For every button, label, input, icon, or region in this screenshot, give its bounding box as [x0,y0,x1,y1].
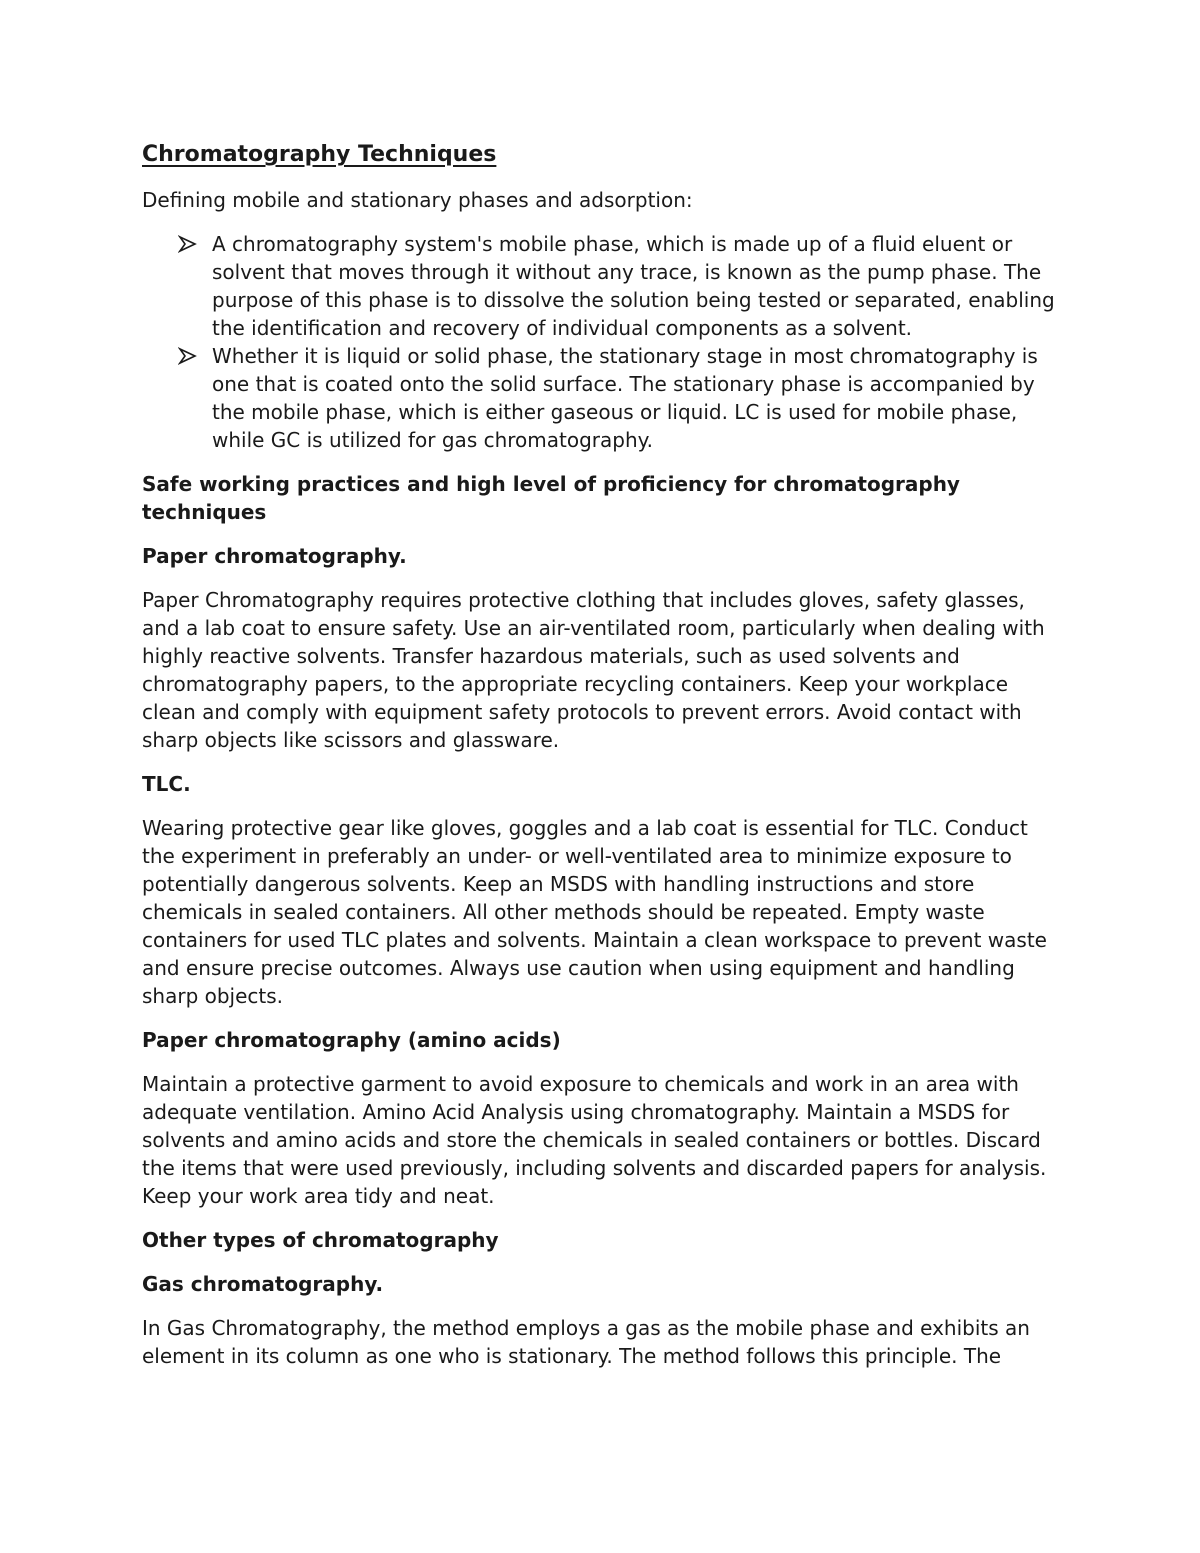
tlc-paragraph: Wearing protective gear like gloves, goggles and a lab coat is essential for TLC. Conduct the experiment in preferably an under- or well-ventilated area to minimize exposure to potentially dangerous solvents. Keep an MSDS with handling instructions and store chemicals in sealed containers. All other methods should be repeated. Empty waste containers for used TLC plates and solvents. Maintain a clean workspace to prevent waste and ensure precise outcomes. Always use caution when using equipment and handling sharp objects. [142,816,1047,1008]
gas-chromatography-paragraph: In Gas Chromatography, the method employs a gas as the mobile phase and exhibits an element in its column as one who is stationary. The method follows this principle. The [142,1316,1030,1368]
bullet-text: Whether it is liquid or solid phase, the stationary stage in most chromatography is one that is coated onto the solid surface. The stationary phase is accompanied by the mobile phase, which is either gaseous or liquid. LC is used for mobile phase, while GC is utilized for gas chromatography. [212,344,1038,452]
arrowhead-bullet-icon [178,230,198,258]
phase-bullet-list [142,230,1062,454]
arrowhead-bullet-icon [178,342,198,370]
document-page [142,140,1062,1386]
safe-practices-heading: Safe working practices and high level of proficiency for chromatography techniques [142,472,960,524]
bullet-text: A chromatography system's mobile phase, which is made up of a fluid eluent or solvent that moves through it without any trace, is known as the pump phase. The purpose of this phase is to dissolve the solution being tested or separated, enabling the identification and recovery of individual components as a solvent. [212,232,1055,340]
gas-chromatography-heading: Gas chromatography. [142,1272,384,1296]
document-title: Chromatography Techniques [142,142,497,167]
paper-chromatography-paragraph: Paper Chromatography requires protective clothing that includes gloves, safety glasses, and a lab coat to ensure safety. Use an air-ventilated room, particularly when dealing with highly reactive solvents. Transfer hazardous materials, such as used solvents and chromatography papers, to the appropriate recycling containers. Keep your workplace clean and comply with equipment safety protocols to prevent errors. Avoid contact with sharp objects like scissors and glassware. [142,588,1045,752]
intro-paragraph: Defining mobile and stationary phases and adsorption: [142,188,693,212]
tlc-heading: TLC. [142,772,191,796]
list-item [142,342,1062,454]
amino-acids-paragraph: Maintain a protective garment to avoid exposure to chemicals and work in an area with adequate ventilation. Amino Acid Analysis using chromatography. Maintain a MSDS for solvents and amino acids and store the chemicals in sealed containers or bottles. Discard the items that were used previously, including solvents and discarded papers for analysis. Keep your work area tidy and neat. [142,1072,1047,1208]
list-item [142,230,1062,342]
paper-chromatography-heading: Paper chromatography. [142,544,407,568]
other-types-heading: Other types of chromatography [142,1228,499,1252]
amino-acids-heading: Paper chromatography (amino acids) [142,1028,561,1052]
